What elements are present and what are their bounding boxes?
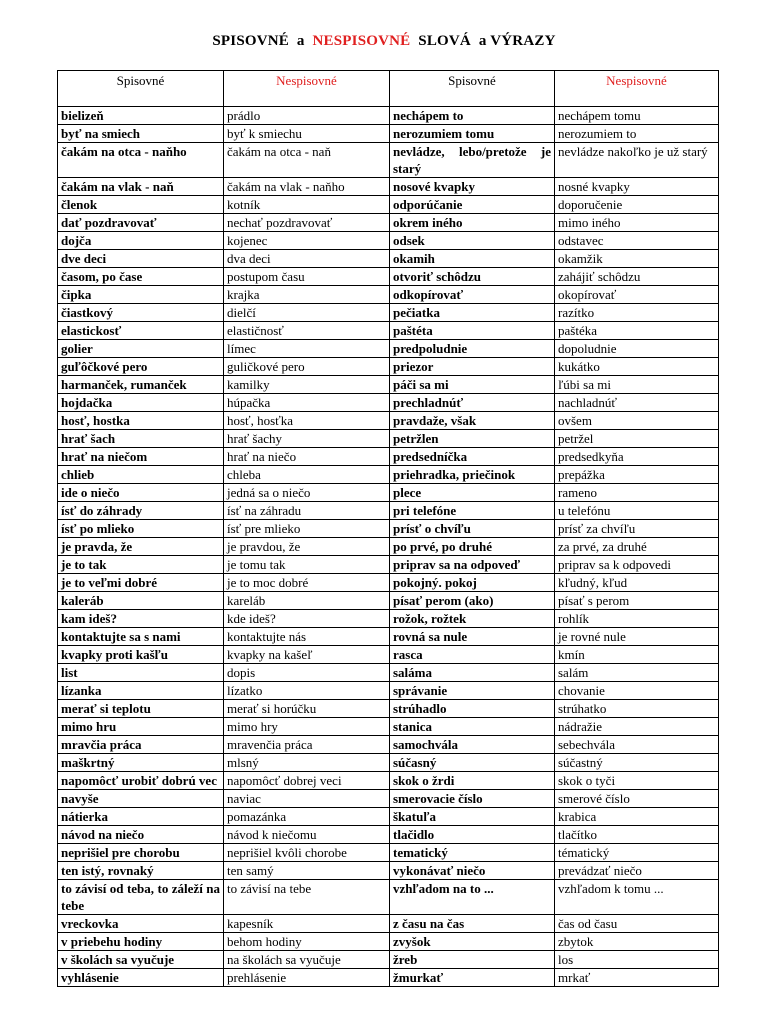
spisovne-cell: vreckovka xyxy=(58,915,224,933)
spisovne-cell: správanie xyxy=(390,682,555,700)
spisovne-cell: rovná sa nule xyxy=(390,628,555,646)
table-row xyxy=(58,880,719,915)
nespisovne-cell: smerové číslo xyxy=(555,790,719,808)
spisovne-cell: ísť do záhrady xyxy=(58,502,224,520)
spisovne-cell: mimo hru xyxy=(58,718,224,736)
table-row xyxy=(58,844,719,862)
vocabulary-table xyxy=(57,70,719,987)
nespisovne-cell: merať si horúčku xyxy=(224,700,390,718)
spisovne-cell: paštéta xyxy=(390,322,555,340)
table-row xyxy=(58,520,719,538)
table-row xyxy=(58,286,719,304)
table-row xyxy=(58,915,719,933)
nespisovne-cell: kmín xyxy=(555,646,719,664)
table-row xyxy=(58,556,719,574)
nespisovne-cell: je rovné nule xyxy=(555,628,719,646)
spisovne-cell: vzhľadom na to ... xyxy=(390,880,555,915)
nespisovne-cell: prádlo xyxy=(224,107,390,125)
header-nespisovne-1: Nespisovné xyxy=(224,71,390,107)
spisovne-cell: pravdaže, však xyxy=(390,412,555,430)
nespisovne-cell: dva deci xyxy=(224,250,390,268)
table-row xyxy=(58,250,719,268)
nespisovne-cell: zahájiť schôdzu xyxy=(555,268,719,286)
table-row xyxy=(58,538,719,556)
table-row xyxy=(58,376,719,394)
nespisovne-cell: napomôcť dobrej veci xyxy=(224,772,390,790)
table-row xyxy=(58,268,719,286)
spisovne-cell: predsedníčka xyxy=(390,448,555,466)
nespisovne-cell: naviac xyxy=(224,790,390,808)
spisovne-cell: nevládze, lebo/pretože je starý xyxy=(390,143,555,178)
nespisovne-cell: ísť pre mlieko xyxy=(224,520,390,538)
nespisovne-cell: lízatko xyxy=(224,682,390,700)
nespisovne-cell: húpačka xyxy=(224,394,390,412)
spisovne-cell: nerozumiem tomu xyxy=(390,125,555,143)
spisovne-cell: vyhlásenie xyxy=(58,969,224,987)
table-row xyxy=(58,772,719,790)
spisovne-cell: rožok, rožtek xyxy=(390,610,555,628)
nespisovne-cell: kojenec xyxy=(224,232,390,250)
spisovne-cell: súčasný xyxy=(390,754,555,772)
nespisovne-cell: hosť, hosťka xyxy=(224,412,390,430)
table-row xyxy=(58,951,719,969)
nespisovne-cell: zbytok xyxy=(555,933,719,951)
header-nespisovne-2: Nespisovné xyxy=(555,71,719,107)
nespisovne-cell: čakám na vlak - naňho xyxy=(224,178,390,196)
spisovne-cell: predpoludnie xyxy=(390,340,555,358)
table-row xyxy=(58,862,719,880)
nespisovne-cell: nádražie xyxy=(555,718,719,736)
nespisovne-cell: to závisí na tebe xyxy=(224,880,390,915)
spisovne-cell: kaleráb xyxy=(58,592,224,610)
spisovne-cell: tlačidlo xyxy=(390,826,555,844)
table-row xyxy=(58,933,719,951)
nespisovne-cell: doporučenie xyxy=(555,196,719,214)
nespisovne-cell: písať s perom xyxy=(555,592,719,610)
spisovne-cell: golier xyxy=(58,340,224,358)
nespisovne-cell: odstavec xyxy=(555,232,719,250)
spisovne-cell: hrať šach xyxy=(58,430,224,448)
spisovne-cell: pri telefóne xyxy=(390,502,555,520)
nespisovne-cell: petržel xyxy=(555,430,719,448)
nespisovne-cell: jedná sa o niečo xyxy=(224,484,390,502)
spisovne-cell: dojča xyxy=(58,232,224,250)
spisovne-cell: odsek xyxy=(390,232,555,250)
table-row xyxy=(58,790,719,808)
nespisovne-cell: nechápem tomu xyxy=(555,107,719,125)
nespisovne-cell: predsedkyňa xyxy=(555,448,719,466)
table-row xyxy=(58,664,719,682)
table-row xyxy=(58,196,719,214)
table-row xyxy=(58,340,719,358)
table-row xyxy=(58,322,719,340)
nespisovne-cell: vzhľadom k tomu ... xyxy=(555,880,719,915)
table-row xyxy=(58,484,719,502)
nespisovne-cell: dopis xyxy=(224,664,390,682)
spisovne-cell: po prvé, po druhé xyxy=(390,538,555,556)
table-row xyxy=(58,466,719,484)
table-row xyxy=(58,358,719,376)
spisovne-cell: pečiatka xyxy=(390,304,555,322)
nespisovne-cell: kľudný, kľud xyxy=(555,574,719,592)
nespisovne-cell: kukátko xyxy=(555,358,719,376)
spisovne-cell: to závisí od teba, to záleží na tebe xyxy=(58,880,224,915)
table-row xyxy=(58,592,719,610)
title-part-1: SPISOVNÉ a xyxy=(212,33,313,49)
nespisovne-cell: los xyxy=(555,951,719,969)
nespisovne-cell: neprišiel kvôli chorobe xyxy=(224,844,390,862)
spisovne-cell: kam ideš? xyxy=(58,610,224,628)
table-body xyxy=(58,107,719,987)
table-row xyxy=(58,646,719,664)
spisovne-cell: kontaktujte sa s nami xyxy=(58,628,224,646)
spisovne-cell: kvapky proti kašľu xyxy=(58,646,224,664)
spisovne-cell: dať pozdravovať xyxy=(58,214,224,232)
nespisovne-cell: nosné kvapky xyxy=(555,178,719,196)
nespisovne-cell: čakám na otca - naň xyxy=(224,143,390,178)
nespisovne-cell: prepážka xyxy=(555,466,719,484)
nespisovne-cell: mimo iného xyxy=(555,214,719,232)
nespisovne-cell: krabica xyxy=(555,808,719,826)
nespisovne-cell: kapesník xyxy=(224,915,390,933)
nespisovne-cell: nerozumiem to xyxy=(555,125,719,143)
nespisovne-cell: ísť na záhradu xyxy=(224,502,390,520)
spisovne-cell: hojdačka xyxy=(58,394,224,412)
spisovne-cell: plece xyxy=(390,484,555,502)
nespisovne-cell: prísť za chvíľu xyxy=(555,520,719,538)
spisovne-cell: z času na čas xyxy=(390,915,555,933)
spisovne-cell: priehradka, priečinok xyxy=(390,466,555,484)
spisovne-cell: zvyšok xyxy=(390,933,555,951)
table-row xyxy=(58,736,719,754)
spisovne-cell: smerovacie číslo xyxy=(390,790,555,808)
nespisovne-cell: mlsný xyxy=(224,754,390,772)
nespisovne-cell: strúhatko xyxy=(555,700,719,718)
spisovne-cell: odkopírovať xyxy=(390,286,555,304)
spisovne-cell: samochvála xyxy=(390,736,555,754)
table-row xyxy=(58,178,719,196)
table-row xyxy=(58,754,719,772)
nespisovne-cell: mimo hry xyxy=(224,718,390,736)
spisovne-cell: písať perom (ako) xyxy=(390,592,555,610)
spisovne-cell: navyše xyxy=(58,790,224,808)
nespisovne-cell: priprav sa k odpovedi xyxy=(555,556,719,574)
spisovne-cell: hosť, hostka xyxy=(58,412,224,430)
table-row xyxy=(58,125,719,143)
nespisovne-cell: kde ideš? xyxy=(224,610,390,628)
spisovne-cell: hrať na niečom xyxy=(58,448,224,466)
spisovne-cell: čakám na otca - naňho xyxy=(58,143,224,178)
nespisovne-cell: pomazánka xyxy=(224,808,390,826)
table-row xyxy=(58,214,719,232)
nespisovne-cell: návod k niečomu xyxy=(224,826,390,844)
spisovne-cell: list xyxy=(58,664,224,682)
spisovne-cell: skok o žrdi xyxy=(390,772,555,790)
spisovne-cell: priezor xyxy=(390,358,555,376)
table-row xyxy=(58,718,719,736)
nespisovne-cell: nevládze nakoľko je už starý xyxy=(555,143,719,178)
spisovne-cell: bielizeň xyxy=(58,107,224,125)
nespisovne-cell: okamžik xyxy=(555,250,719,268)
nespisovne-cell: kareláb xyxy=(224,592,390,610)
spisovne-cell: ísť po mlieko xyxy=(58,520,224,538)
nespisovne-cell: súčastný xyxy=(555,754,719,772)
table-row xyxy=(58,304,719,322)
spisovne-cell: odporúčanie xyxy=(390,196,555,214)
nespisovne-cell: paštéka xyxy=(555,322,719,340)
spisovne-cell: elastickosť xyxy=(58,322,224,340)
spisovne-cell: guľôčkové pero xyxy=(58,358,224,376)
table-row xyxy=(58,107,719,125)
nespisovne-cell: nechať pozdravovať xyxy=(224,214,390,232)
nespisovne-cell: ten samý xyxy=(224,862,390,880)
nespisovne-cell: skok o tyči xyxy=(555,772,719,790)
spisovne-cell: priprav sa na odpoveď xyxy=(390,556,555,574)
spisovne-cell: nátierka xyxy=(58,808,224,826)
table-row xyxy=(58,448,719,466)
spisovne-cell: dve deci xyxy=(58,250,224,268)
spisovne-cell: neprišiel pre chorobu xyxy=(58,844,224,862)
spisovne-cell: tematický xyxy=(390,844,555,862)
spisovne-cell: ide o niečo xyxy=(58,484,224,502)
table-row xyxy=(58,412,719,430)
nespisovne-cell: u telefónu xyxy=(555,502,719,520)
spisovne-cell: nechápem to xyxy=(390,107,555,125)
title-part-3: SLOVÁ a VÝRAZY xyxy=(410,33,556,49)
spisovne-cell: pokojný. pokoj xyxy=(390,574,555,592)
nespisovne-cell: krajka xyxy=(224,286,390,304)
header-spisovne-1: Spisovné xyxy=(58,71,224,107)
table-row xyxy=(58,969,719,987)
nespisovne-cell: ľúbi sa mi xyxy=(555,376,719,394)
spisovne-cell: okrem iného xyxy=(390,214,555,232)
spisovne-cell: časom, po čase xyxy=(58,268,224,286)
spisovne-cell: lízanka xyxy=(58,682,224,700)
table-row xyxy=(58,628,719,646)
spisovne-cell: čipka xyxy=(58,286,224,304)
spisovne-cell: rasca xyxy=(390,646,555,664)
spisovne-cell: petržlen xyxy=(390,430,555,448)
nespisovne-cell: postupom času xyxy=(224,268,390,286)
table-row xyxy=(58,826,719,844)
spisovne-cell: je pravda, že xyxy=(58,538,224,556)
nespisovne-cell: chleba xyxy=(224,466,390,484)
spisovne-cell: prísť o chvíľu xyxy=(390,520,555,538)
nespisovne-cell: ovšem xyxy=(555,412,719,430)
nespisovne-cell: prevádzať niečo xyxy=(555,862,719,880)
nespisovne-cell: prehlásenie xyxy=(224,969,390,987)
spisovne-cell: návod na niečo xyxy=(58,826,224,844)
table-row xyxy=(58,430,719,448)
nespisovne-cell: čas od času xyxy=(555,915,719,933)
spisovne-cell: byť na smiech xyxy=(58,125,224,143)
table-row xyxy=(58,610,719,628)
nespisovne-cell: behom hodiny xyxy=(224,933,390,951)
nespisovne-cell: límec xyxy=(224,340,390,358)
nespisovne-cell: tématický xyxy=(555,844,719,862)
spisovne-cell: prechladnúť xyxy=(390,394,555,412)
spisovne-cell: saláma xyxy=(390,664,555,682)
spisovne-cell: čakám na vlak - naň xyxy=(58,178,224,196)
spisovne-cell: strúhadlo xyxy=(390,700,555,718)
table-row xyxy=(58,700,719,718)
nespisovne-cell: dopoludnie xyxy=(555,340,719,358)
table-row xyxy=(58,394,719,412)
nespisovne-cell: na školách sa vyučuje xyxy=(224,951,390,969)
nespisovne-cell: chovanie xyxy=(555,682,719,700)
nespisovne-cell: hrať na niečo xyxy=(224,448,390,466)
table-header-row xyxy=(58,71,719,107)
spisovne-cell: škatuľa xyxy=(390,808,555,826)
nespisovne-cell: je to moc dobré xyxy=(224,574,390,592)
spisovne-cell: v priebehu hodiny xyxy=(58,933,224,951)
nespisovne-cell: rameno xyxy=(555,484,719,502)
table-row xyxy=(58,574,719,592)
table-row xyxy=(58,232,719,250)
spisovne-cell: ten istý, rovnaký xyxy=(58,862,224,880)
nespisovne-cell: tlačítko xyxy=(555,826,719,844)
spisovne-cell: okamih xyxy=(390,250,555,268)
table-row xyxy=(58,502,719,520)
spisovne-cell: v školách sa vyučuje xyxy=(58,951,224,969)
spisovne-cell: chlieb xyxy=(58,466,224,484)
spisovne-cell: členok xyxy=(58,196,224,214)
spisovne-cell: merať si teplotu xyxy=(58,700,224,718)
nespisovne-cell: sebechvála xyxy=(555,736,719,754)
title-part-2: NESPISOVNÉ xyxy=(312,33,411,49)
nespisovne-cell: nachladnúť xyxy=(555,394,719,412)
spisovne-cell: žreb xyxy=(390,951,555,969)
table-row xyxy=(58,143,719,178)
nespisovne-cell: okopírovať xyxy=(555,286,719,304)
spisovne-cell: otvoriť schôdzu xyxy=(390,268,555,286)
spisovne-cell: mravčia práca xyxy=(58,736,224,754)
spisovne-cell: čiastkový xyxy=(58,304,224,322)
nespisovne-cell: elastičnosť xyxy=(224,322,390,340)
table-row xyxy=(58,682,719,700)
spisovne-cell: je to veľmi dobré xyxy=(58,574,224,592)
nespisovne-cell: hrať šachy xyxy=(224,430,390,448)
spisovne-cell: napomôcť urobiť dobrú vec xyxy=(58,772,224,790)
spisovne-cell: nosové kvapky xyxy=(390,178,555,196)
nespisovne-cell: je pravdou, že xyxy=(224,538,390,556)
page-title xyxy=(0,33,768,50)
spisovne-cell: harmanček, rumanček xyxy=(58,376,224,394)
table-row xyxy=(58,808,719,826)
spisovne-cell: vykonávať niečo xyxy=(390,862,555,880)
nespisovne-cell: kamilky xyxy=(224,376,390,394)
header-spisovne-2: Spisovné xyxy=(390,71,555,107)
nespisovne-cell: salám xyxy=(555,664,719,682)
nespisovne-cell: guličkové pero xyxy=(224,358,390,376)
nespisovne-cell: kontaktujte nás xyxy=(224,628,390,646)
spisovne-cell: páči sa mi xyxy=(390,376,555,394)
nespisovne-cell: byť k smiechu xyxy=(224,125,390,143)
nespisovne-cell: je tomu tak xyxy=(224,556,390,574)
nespisovne-cell: rohlík xyxy=(555,610,719,628)
nespisovne-cell: kotník xyxy=(224,196,390,214)
spisovne-cell: stanica xyxy=(390,718,555,736)
nespisovne-cell: mrkať xyxy=(555,969,719,987)
nespisovne-cell: kvapky na kašeľ xyxy=(224,646,390,664)
nespisovne-cell: razítko xyxy=(555,304,719,322)
spisovne-cell: žmurkať xyxy=(390,969,555,987)
spisovne-cell: je to tak xyxy=(58,556,224,574)
nespisovne-cell: za prvé, za druhé xyxy=(555,538,719,556)
nespisovne-cell: dielčí xyxy=(224,304,390,322)
nespisovne-cell: mravenčia práca xyxy=(224,736,390,754)
spisovne-cell: maškrtný xyxy=(58,754,224,772)
